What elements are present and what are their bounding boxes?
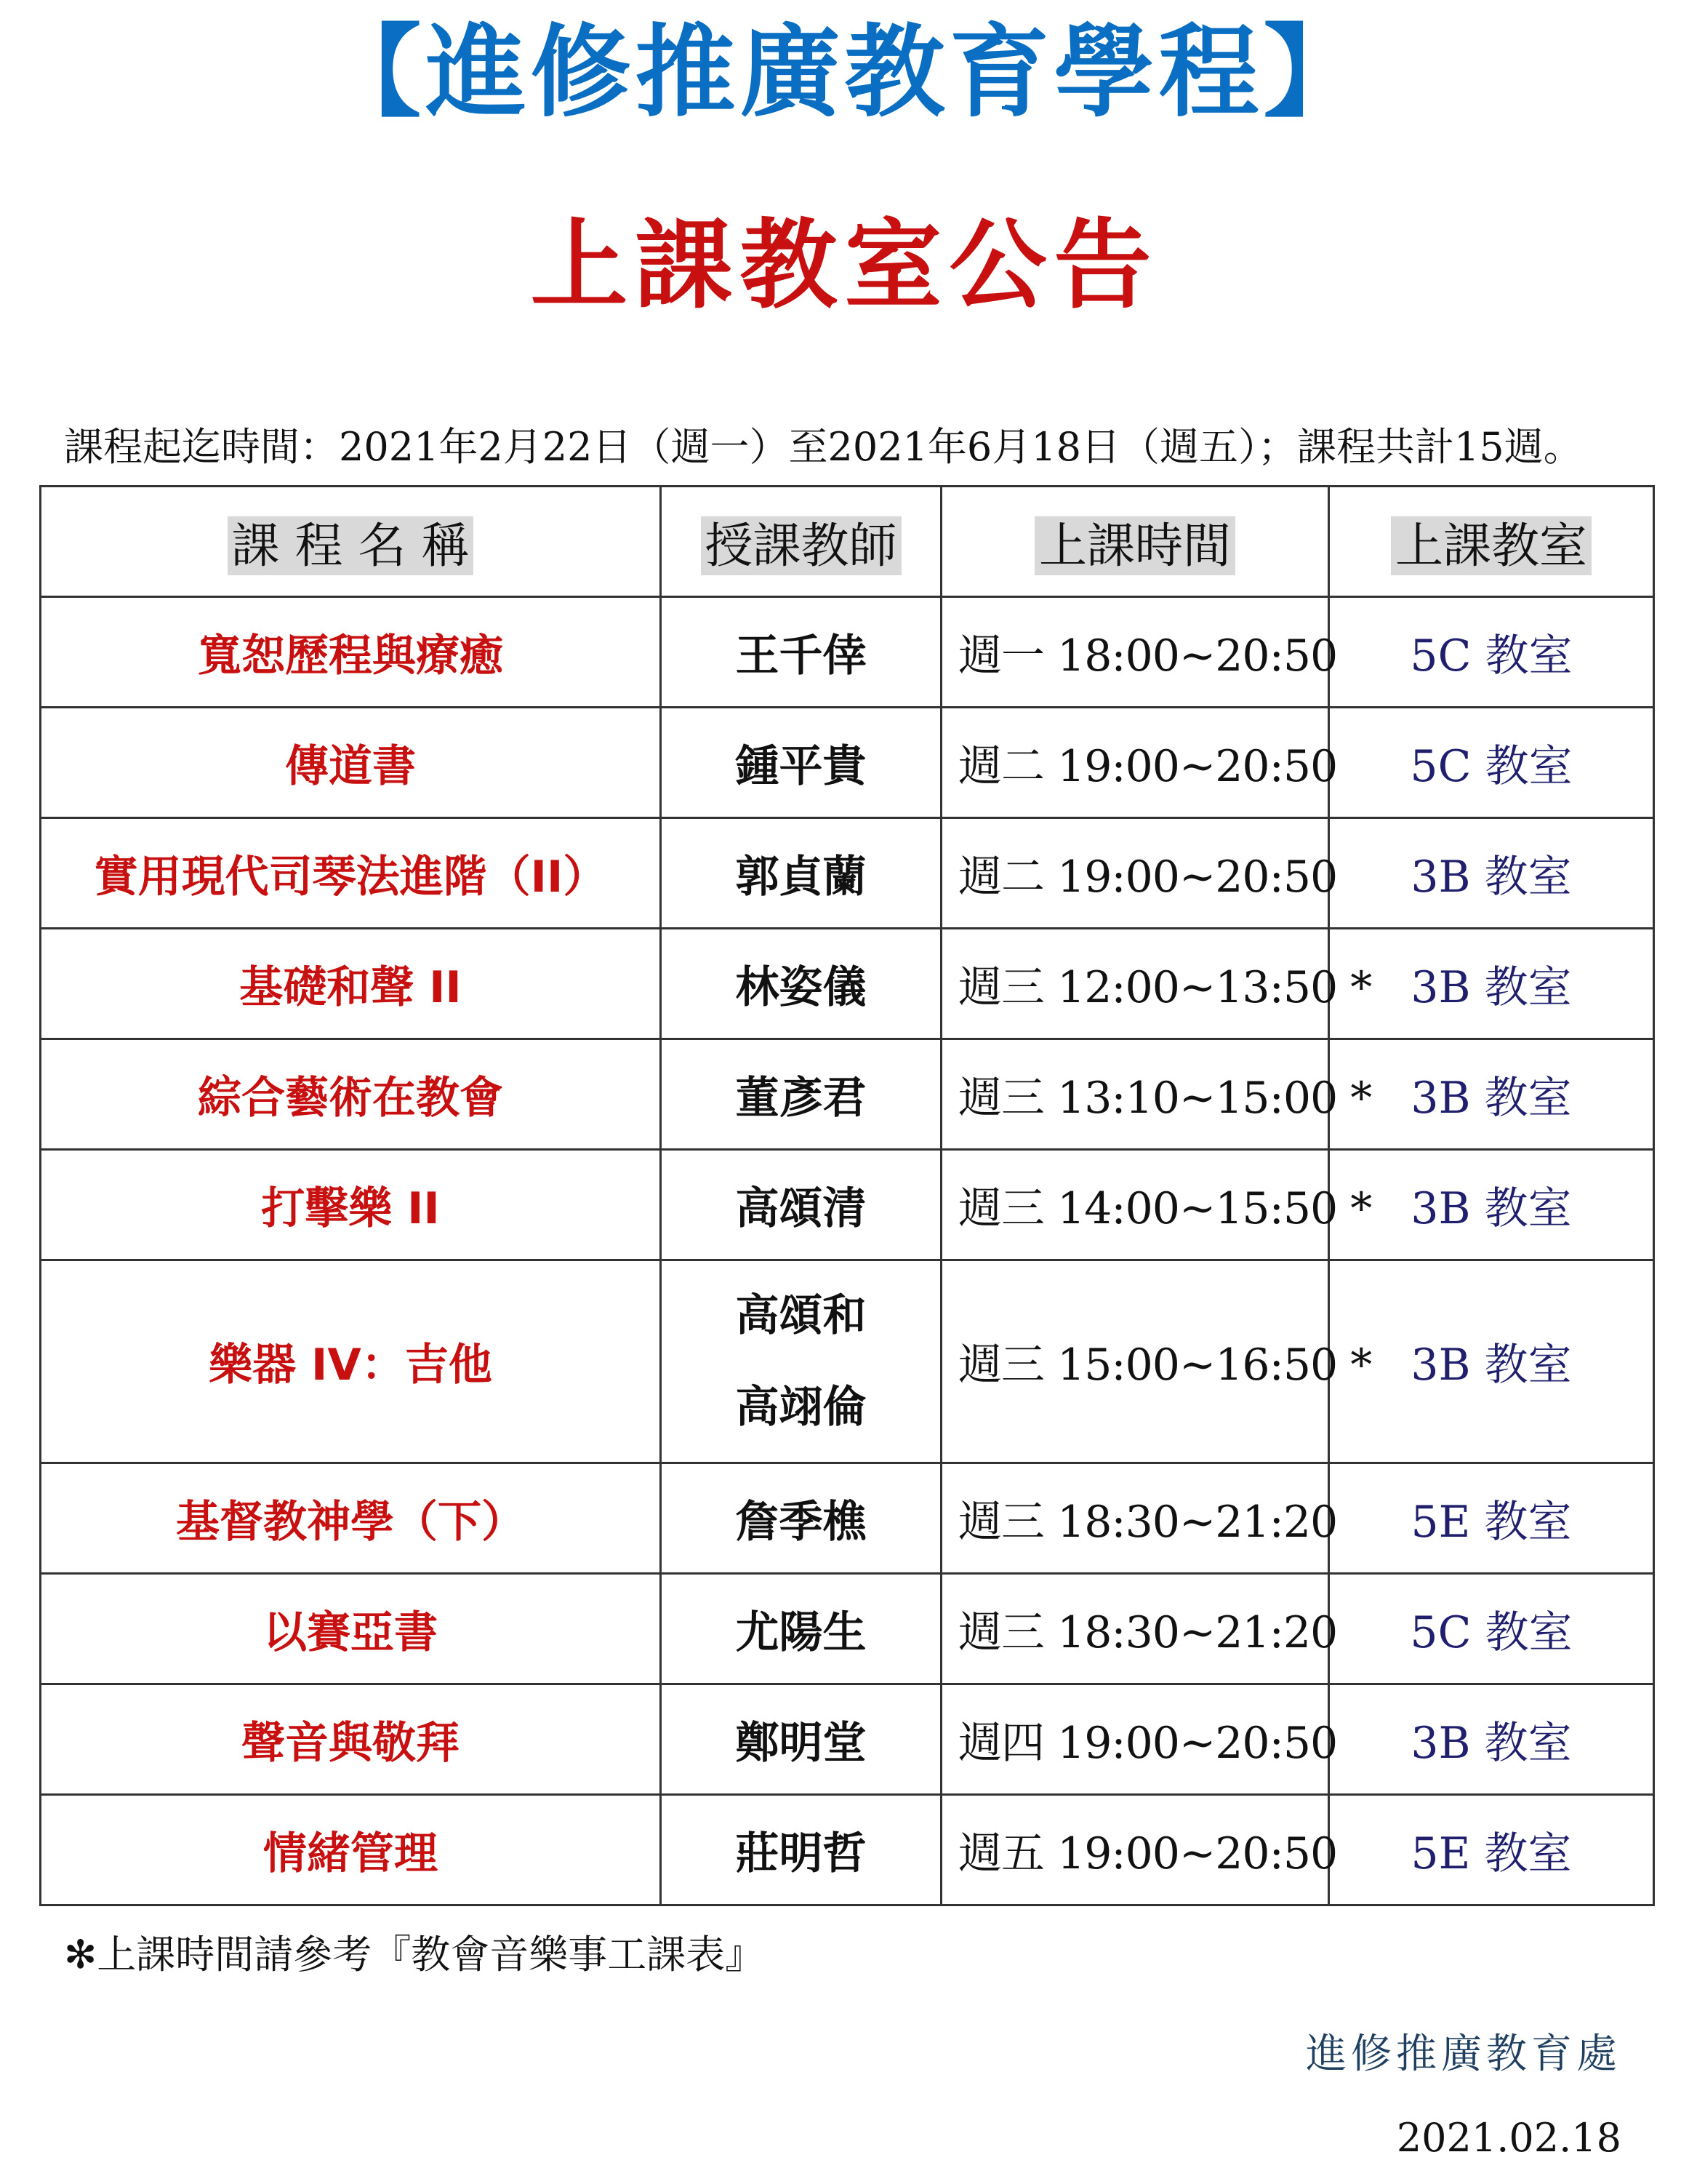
teacher-name: 鄭明堂 <box>661 1684 942 1795</box>
teacher-name: 董彥君 <box>661 1039 942 1150</box>
teacher-name: 郭貞蘭 <box>661 818 942 929</box>
schedule-table <box>39 485 1655 1906</box>
column-header-teacher-label: 授課教師 <box>701 516 902 575</box>
classroom: 5E 教室 <box>1329 1795 1654 1905</box>
class-time: 週二 19:00~20:50 <box>942 818 1329 929</box>
column-header-room-label: 上課教室 <box>1391 516 1592 575</box>
class-time: 週三 12:00~13:50 * <box>942 929 1329 1039</box>
teacher-name: 林姿儀 <box>661 929 942 1039</box>
table-row <box>41 1039 1654 1150</box>
table-row <box>41 1795 1654 1905</box>
teacher-name: 高頌和 <box>735 1290 867 1341</box>
table-row <box>41 1574 1654 1684</box>
class-time: 週三 14:00~15:50 * <box>942 1150 1329 1260</box>
page-subtitle: 上課教室公告 <box>530 209 1159 322</box>
classroom: 5C 教室 <box>1329 1574 1654 1684</box>
course-name: 打擊樂 II <box>41 1150 661 1260</box>
issuing-office: 進修推廣教育處 <box>1306 2031 1621 2078</box>
course-name: 基礎和聲 II <box>41 929 661 1039</box>
classroom: 3B 教室 <box>1329 1260 1654 1463</box>
column-header-time-label: 上課時間 <box>1035 516 1235 575</box>
course-name: 樂器 IV：吉他 <box>41 1260 661 1463</box>
column-header-teacher <box>661 487 942 597</box>
column-header-time <box>942 487 1329 597</box>
table-row <box>41 708 1654 818</box>
class-time: 週二 19:00~20:50 <box>942 708 1329 818</box>
column-header-course <box>41 487 661 597</box>
class-time: 週三 18:30~21:20 <box>942 1574 1329 1684</box>
classroom: 3B 教室 <box>1329 1150 1654 1260</box>
class-time: 週五 19:00~20:50 <box>942 1795 1329 1905</box>
class-time: 週三 15:00~16:50 * <box>942 1260 1329 1463</box>
classroom: 5E 教室 <box>1329 1463 1654 1574</box>
page-title: 【進修推廣教育學程】 <box>321 14 1368 131</box>
course-name: 聲音與敬拜 <box>41 1684 661 1795</box>
course-name: 寬恕歷程與療癒 <box>41 597 661 708</box>
classroom: 5C 教室 <box>1329 597 1654 708</box>
course-name: 實用現代司琴法進階（II） <box>41 818 661 929</box>
course-name: 情緒管理 <box>41 1795 661 1905</box>
teacher-name: 尤陽生 <box>661 1574 942 1684</box>
class-time: 週三 13:10~15:00 * <box>942 1039 1329 1150</box>
classroom: 3B 教室 <box>1329 929 1654 1039</box>
issue-date: 2021.02.18 <box>1396 2115 1621 2161</box>
teacher-name: 高翊倫 <box>735 1382 867 1433</box>
classroom: 5C 教室 <box>1329 708 1654 818</box>
class-time: 週一 18:00~20:50 <box>942 597 1329 708</box>
table-row <box>41 597 1654 708</box>
class-time: 週四 19:00~20:50 <box>942 1684 1329 1795</box>
course-name: 綜合藝術在教會 <box>41 1039 661 1150</box>
course-name: 傳道書 <box>41 708 661 818</box>
table-row <box>41 1260 1654 1463</box>
class-time: 週三 18:30~21:20 <box>942 1463 1329 1574</box>
course-period-text: 課程起迄時間：2021年2月22日（週一）至2021年6月18日（週五）；課程共計15週。 <box>64 424 1583 470</box>
table-header-row <box>41 487 1654 597</box>
schedule-note: ✻上課時間請參考『教會音樂事工課表』 <box>64 1932 765 1977</box>
teacher-name: 王千倖 <box>661 597 942 708</box>
teacher-name: 鍾平貴 <box>661 708 942 818</box>
teacher-names <box>661 1260 942 1463</box>
classroom: 3B 教室 <box>1329 818 1654 929</box>
column-header-course-label: 課 程 名 稱 <box>228 516 474 575</box>
teacher-name: 莊明哲 <box>661 1795 942 1905</box>
classroom: 3B 教室 <box>1329 1684 1654 1795</box>
course-name: 基督教神學（下） <box>41 1463 661 1574</box>
table-row <box>41 1463 1654 1574</box>
course-name: 以賽亞書 <box>41 1574 661 1684</box>
teacher-name: 高頌清 <box>661 1150 942 1260</box>
table-row <box>41 1150 1654 1260</box>
table-row <box>41 818 1654 929</box>
teacher-name: 詹季樵 <box>661 1463 942 1574</box>
table-row <box>41 1684 1654 1795</box>
classroom: 3B 教室 <box>1329 1039 1654 1150</box>
table-row <box>41 929 1654 1039</box>
column-header-room <box>1329 487 1654 597</box>
